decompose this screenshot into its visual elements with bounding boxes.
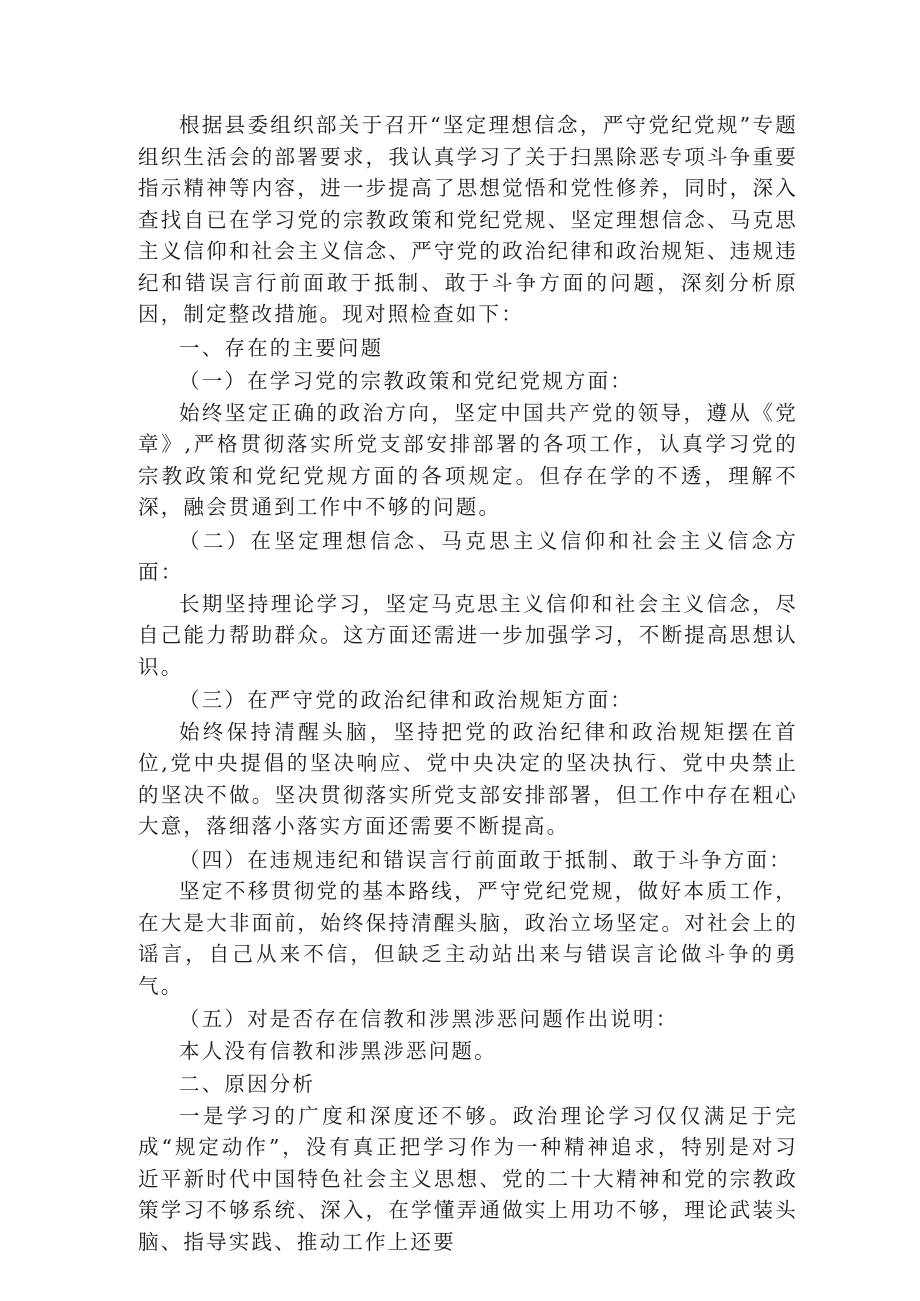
- subsection-body-4: 坚定不移贯彻党的基本路线，严守党纪党规，做好本质工作，在大是大非面前，始终保持清醒头脑，政治立场坚定。对社会上的谣言，自己从来不信，但缺乏主动站出来与错误言论做斗争的勇气。: [138, 879, 798, 998]
- subsection-heading-3: （三）在严守党的政治纪律和政治规矩方面：: [179, 688, 633, 712]
- document-body: [138, 110, 798, 1258]
- subsection-heading-1: （一）在学习党的宗教政策和党纪党规方面：: [179, 369, 633, 393]
- section-heading-analysis: 二、原因分析: [179, 1072, 316, 1096]
- section-heading-problems: 一、存在的主要问题: [179, 335, 384, 360]
- subsection-heading-2: （二）在坚定理想信念、马克思主义信仰和社会主义信念方面：: [138, 528, 798, 584]
- subsection-heading-4: （四）在违规违纪和错误言行前面敢于抵制、敢于斗争方面：: [179, 847, 792, 872]
- subsection-body-5: 本人没有信教和涉黑涉恶问题。: [179, 1038, 497, 1063]
- analysis-paragraph-1: 一是学习的广度和深度还不够。政治理论学习仅仅满足于完成“规定动作”，没有真正把学习作为一种精神追求，特别是对习近平新时代中国特色社会主义思想、党的二十大精神和党的宗教政策学习不够系统、深入，在学懂弄通做实上用功不够，理论武装头脑、指导实践、推动工作上还要: [138, 1103, 798, 1254]
- subsection-heading-5: （五）对是否存在信教和涉黑涉恶问题作出说明：: [179, 1007, 679, 1031]
- subsection-body-2: 长期坚持理论学习，坚定马克思主义信仰和社会主义信念，尽自己能力帮助群众。这方面还需进一步加强学习，不断提高思想认识。: [138, 591, 798, 679]
- subsection-body-1: 始终坚定正确的政治方向，坚定中国共产党的领导，遵从《党章》,严格贯彻落实所党支部安排部署的各项工作，认真学习党的宗教政策和党纪党规方面的各项规定。但存在学的不透，理解不深，融会贯通到工作中不够的问题。: [138, 400, 798, 519]
- intro-paragraph: 根据县委组织部关于召开“坚定理想信念，严守党纪党规”专题组织生活会的部署要求，我认真学习了关于扫黑除恶专项斗争重要指示精神等内容，进一步提高了思想觉悟和党性修养，同时，深入查找自已在学习党的宗教政策和党纪党规、坚定理想信念、马克思主义信仰和社会主义信念、严守党的政治纪律和政治规矩、违规违纪和错误言行前面敢于抵制、敢于斗争方面的问题，深刻分析原因，制定整改措施。现对照检查如下：: [138, 113, 798, 326]
- subsection-body-3: 始终保持清醒头脑，坚持把党的政治纪律和政治规矩摆在首位,党中央提倡的坚决响应、党中央决定的坚决执行、党中央禁止的坚决不做。坚决贯彻落实所党支部安排部署，但工作中存在粗心大意，落细落小落实方面还需要不断提高。: [138, 719, 798, 838]
